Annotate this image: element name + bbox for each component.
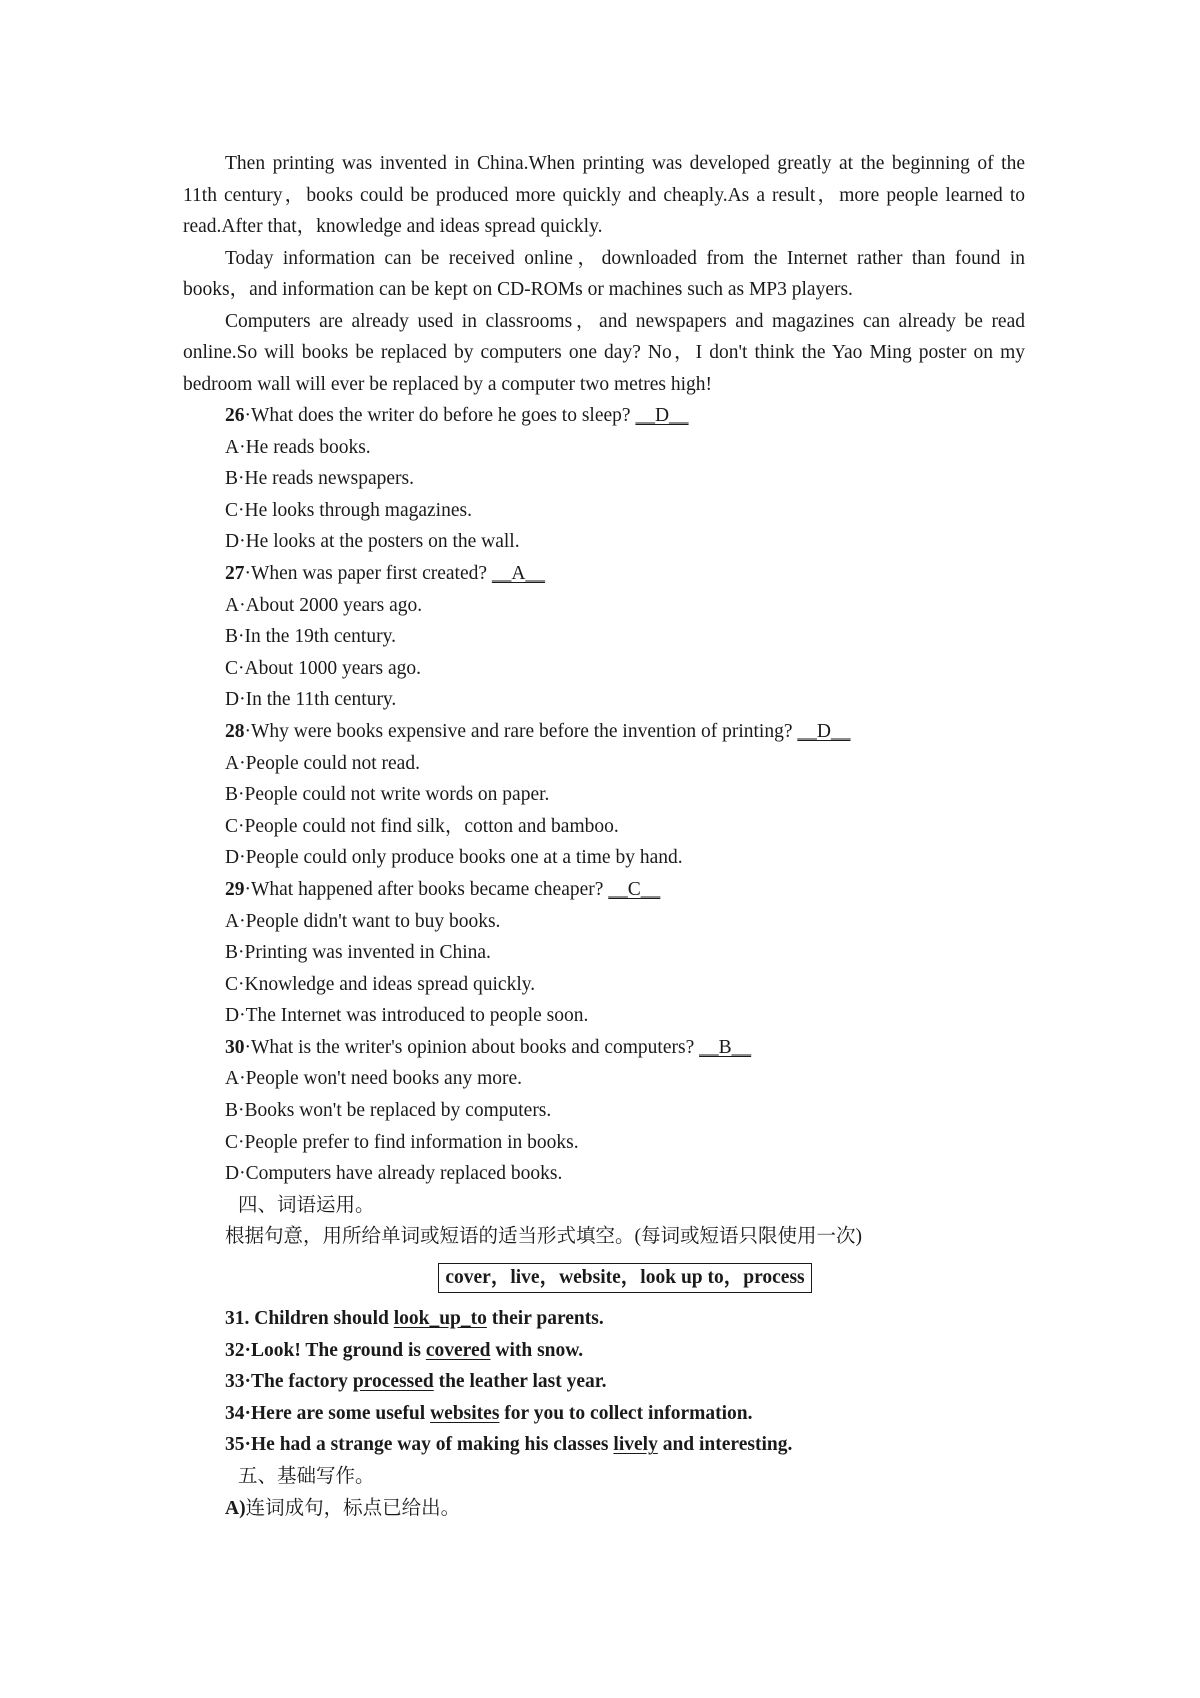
- passage-paragraph-1: Then printing was invented in China.When printing was developed greatly at the beginning of the 11th century，books could be produced more quickly and cheaply.As a result，more people learned to read.After that，knowledge and ideas spread quickly.: [183, 153, 1025, 237]
- question-text: ·What happened after books became cheaper?: [244, 878, 604, 900]
- answer-blank: __C__: [608, 878, 661, 900]
- answer-option: B·People could not write words on paper.: [225, 784, 550, 806]
- item-number: 32: [225, 1339, 245, 1361]
- question-text: ·When was paper first created?: [244, 562, 488, 584]
- question-text: ·What does the writer do before he goes to sleep?: [244, 405, 631, 426]
- fill-in-answer: look_up_to: [393, 1308, 487, 1330]
- sentence-text: and interesting.: [657, 1434, 793, 1456]
- document-page: [183, 148, 1025, 1524]
- section4-instruction: 根据句意，用所给单词或短语的适当形式填空。(每词或短语只限使用一次): [225, 1226, 862, 1248]
- fill-in-sentence: [183, 1303, 1025, 1335]
- passage-paragraph-2: Today information can be received online，downloaded from the Internet rather than found in books，and information can be kept on CD-ROMs or machines such as MP3 players.: [183, 247, 1025, 300]
- sentence-text: with snow.: [490, 1339, 584, 1361]
- sentence-text: ·He had a strange way of making his classes: [244, 1434, 614, 1456]
- sentence-text: for you to collect information.: [499, 1402, 753, 1424]
- question-number: 29: [225, 878, 245, 900]
- sentence-text: ·Look! The ground is: [244, 1339, 426, 1361]
- answer-blank: __D__: [797, 720, 851, 742]
- question-number: 28: [225, 720, 245, 742]
- answer-blank: __D__: [635, 405, 689, 426]
- answer-option: A·People won't need books any more.: [225, 1068, 523, 1090]
- question-stem: [183, 716, 1025, 748]
- fill-in-sentence: [183, 1429, 1025, 1461]
- item-number: 34: [225, 1402, 245, 1424]
- answer-option: D·In the 11th century.: [225, 689, 397, 711]
- answer-option: C·He looks through magazines.: [225, 499, 472, 521]
- fill-in-answer: lively: [613, 1434, 658, 1456]
- sentence-text: Children should: [249, 1308, 394, 1330]
- answer-option: D·Computers have already replaced books.: [225, 1163, 563, 1185]
- answer-option: C·Knowledge and ideas spread quickly.: [225, 973, 536, 995]
- question-stem: [183, 1032, 1025, 1064]
- fill-in-answer: covered: [425, 1339, 491, 1361]
- fill-in-list: [183, 1303, 1025, 1461]
- word-box: cover，live，website，look up to，process: [438, 1263, 811, 1293]
- item-number: 31.: [225, 1308, 250, 1330]
- question-list: [183, 400, 1025, 1190]
- answer-option: C·People could not find silk，cotton and bamboo.: [225, 815, 619, 837]
- answer-option: B·He reads newspapers.: [225, 468, 414, 490]
- answer-option: D·The Internet was introduced to people soon.: [225, 1005, 589, 1027]
- question-stem: [183, 874, 1025, 906]
- word-box-container: [225, 1253, 1025, 1303]
- sentence-text: ·The factory: [244, 1371, 353, 1393]
- answer-option: C·About 1000 years ago.: [225, 657, 422, 679]
- answer-option: B·Books won't be replaced by computers.: [225, 1100, 552, 1122]
- sentence-text: their parents.: [486, 1308, 604, 1330]
- section4-heading: 四、词语运用。: [238, 1194, 375, 1216]
- fill-in-answer: websites: [430, 1402, 500, 1424]
- sentence-text: ·Here are some useful: [244, 1402, 431, 1424]
- item-number: 33: [225, 1371, 245, 1393]
- question-number: 27: [225, 562, 245, 584]
- question-number: 30: [225, 1036, 245, 1058]
- answer-option: A·People didn't want to buy books.: [225, 910, 501, 932]
- answer-option: A·People could not read.: [225, 752, 420, 774]
- question-stem: [183, 558, 1025, 590]
- question-stem: [183, 400, 1025, 432]
- answer-option: C·People prefer to find information in books.: [225, 1131, 579, 1153]
- fill-in-sentence: [183, 1335, 1025, 1367]
- passage-paragraph-3: Computers are already used in classrooms，and newspapers and magazines can already be read online.So will books be replaced by computers one day? No，I don't think the Yao Ming poster on my bedroom wall will ever be replaced by a computer two metres high!: [183, 310, 1025, 395]
- question-text: ·What is the writer's opinion about books and computers?: [244, 1036, 695, 1058]
- question-text: ·Why were books expensive and rare before the invention of printing?: [244, 720, 793, 742]
- sentence-text: the leather last year.: [433, 1371, 607, 1393]
- answer-option: A·About 2000 years ago.: [225, 594, 423, 616]
- section5-sub-instruction: [183, 1493, 1025, 1525]
- fill-in-sentence: [183, 1366, 1025, 1398]
- answer-option: A·He reads books.: [225, 436, 371, 458]
- item-number: 35: [225, 1434, 245, 1456]
- answer-blank: __A__: [491, 562, 545, 584]
- answer-option: B·In the 19th century.: [225, 626, 396, 648]
- question-number: 26: [225, 405, 245, 426]
- section5-sub-text: 连词成句，标点已给出。: [245, 1497, 461, 1519]
- fill-in-sentence: [183, 1398, 1025, 1430]
- answer-option: D·He looks at the posters on the wall.: [225, 531, 520, 553]
- section5-heading: 五、基础写作。: [238, 1466, 375, 1487]
- answer-option: D·People could only produce books one at a time by hand.: [225, 847, 683, 869]
- fill-in-answer: processed: [352, 1371, 434, 1393]
- answer-option: B·Printing was invented in China.: [225, 942, 491, 964]
- section5-sub-label: A): [225, 1497, 246, 1519]
- answer-blank: __B__: [699, 1036, 752, 1058]
